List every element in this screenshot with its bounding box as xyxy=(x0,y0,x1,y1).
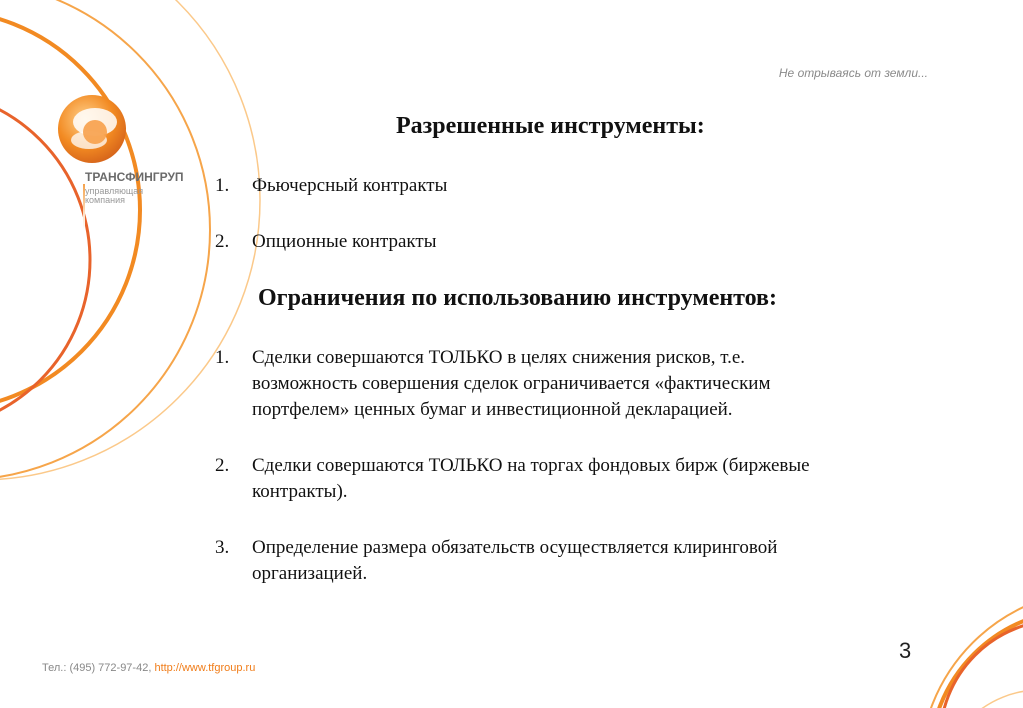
footer-contacts xyxy=(42,662,255,674)
list-text-line: возможность совершения сделок ограничивается «фактическим xyxy=(252,373,771,394)
list-item xyxy=(215,453,975,505)
list-text: Опционные контракты xyxy=(252,231,437,252)
list-item xyxy=(215,345,975,423)
list-item xyxy=(215,229,975,255)
list-text-line: Сделки совершаются ТОЛЬКО в целях снижения рисков, т.е. xyxy=(252,347,746,368)
logo-sphere-icon xyxy=(55,92,130,167)
restrictions-list xyxy=(215,345,975,617)
list-text-line: портфелем» ценных бумаг и инвестиционной декларацией. xyxy=(252,399,733,420)
footer-phone: Тел.: (495) 772-97-42, xyxy=(42,662,152,674)
list-text-line: организацией. xyxy=(252,563,368,584)
list-number: 2. xyxy=(215,231,230,252)
list-item xyxy=(215,535,975,587)
logo-subtitle: управляющая компания xyxy=(85,186,144,205)
allowed-instruments-list xyxy=(215,173,975,285)
restrictions-title: Ограничения по использованию инструментов: xyxy=(258,285,777,311)
list-text-line: Определение размера обязательств осуществляется клиринговой xyxy=(252,537,778,558)
list-item xyxy=(215,173,975,199)
list-number: 3. xyxy=(215,537,230,558)
list-text: Фьючерсный контракты xyxy=(252,175,448,196)
allowed-instruments-title: Разрешенные инструменты: xyxy=(396,113,705,139)
list-number: 1. xyxy=(215,175,230,196)
footer-website-link[interactable]: http://www.tfgroup.ru xyxy=(154,662,256,674)
list-text-line: контракты). xyxy=(252,481,348,502)
company-logo xyxy=(55,92,195,205)
logo-name: ТРАНСФИНГРУП xyxy=(85,170,184,184)
slogan: Не отрываясь от земли... xyxy=(778,66,928,80)
list-number: 1. xyxy=(215,347,230,368)
list-text-line: Сделки совершаются ТОЛЬКО на торгах фондовых бирж (биржевые xyxy=(252,455,810,476)
page-number: 3 xyxy=(899,638,912,663)
list-number: 2. xyxy=(215,455,230,476)
